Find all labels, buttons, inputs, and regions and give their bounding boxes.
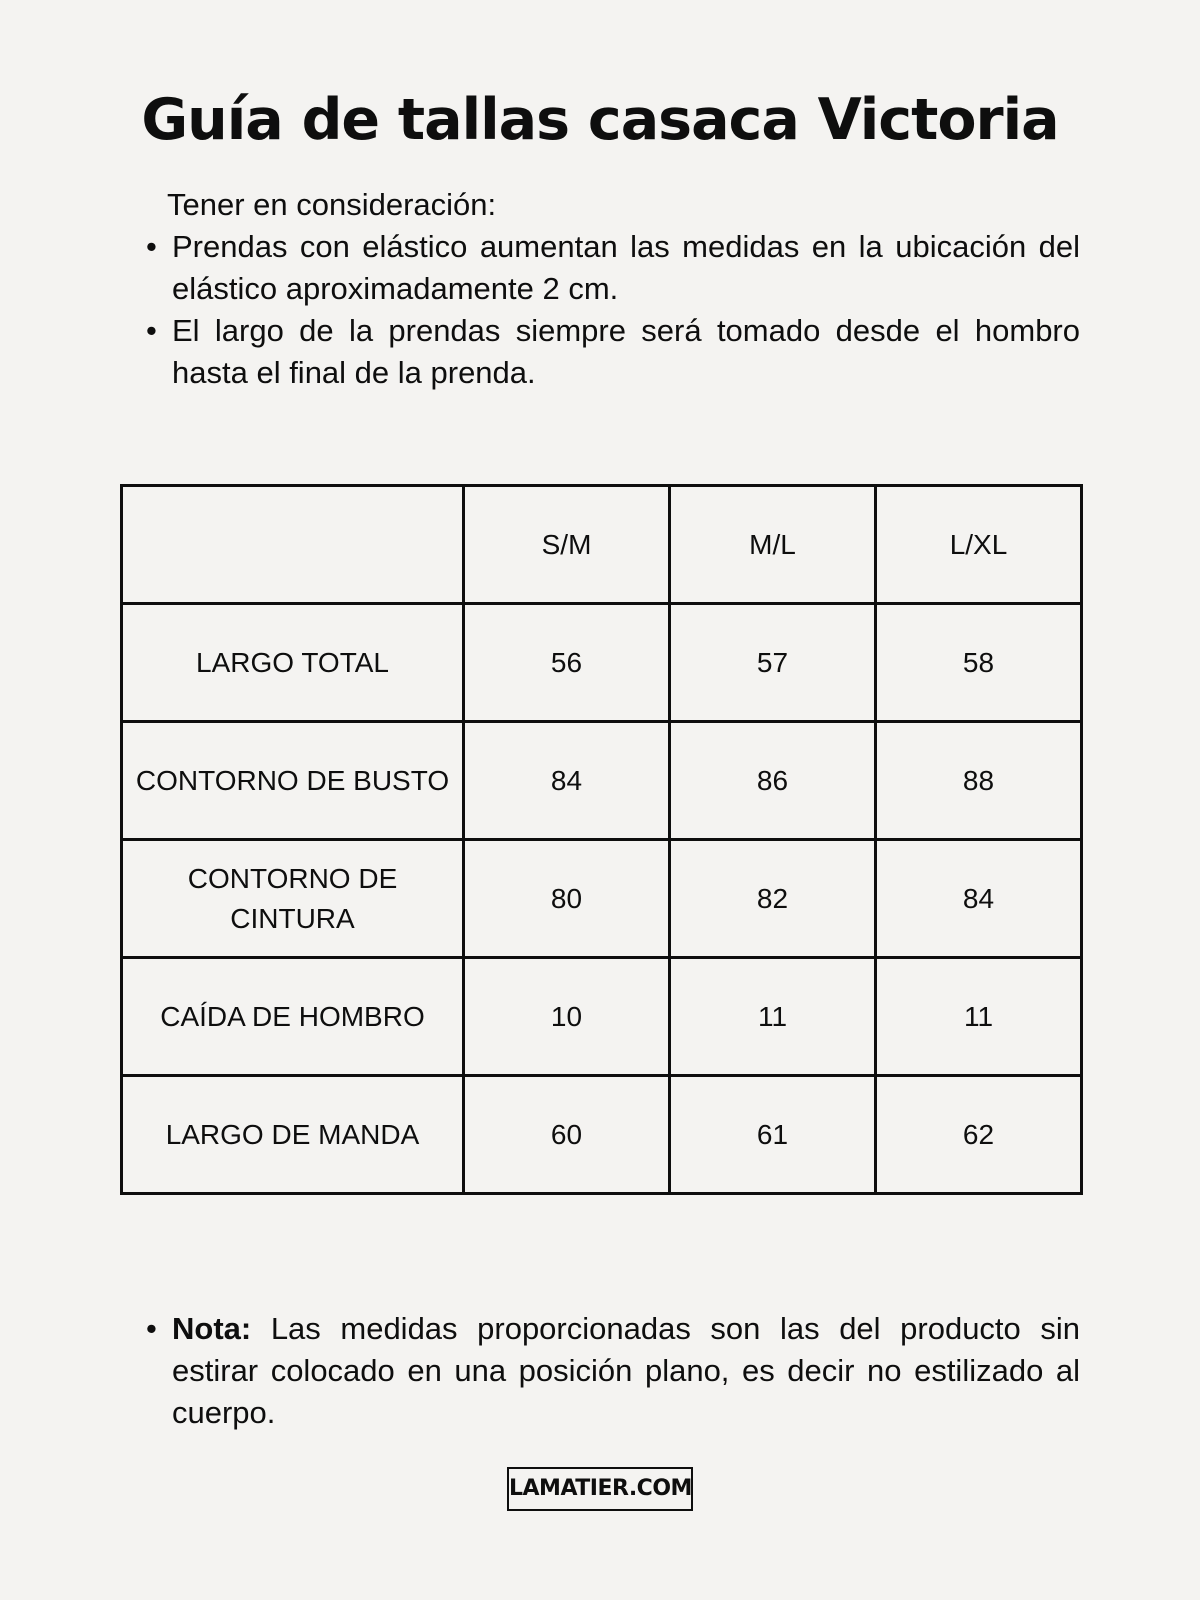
- table-row: [122, 1076, 1082, 1194]
- table-cell: 86: [670, 722, 876, 840]
- bullet-icon: •: [146, 229, 157, 264]
- bullet-icon: •: [146, 313, 157, 348]
- row-label: CONTORNO DE BUSTO: [122, 722, 464, 840]
- row-label: LARGO TOTAL: [122, 604, 464, 722]
- table-cell: 11: [670, 958, 876, 1076]
- table-row: [122, 604, 1082, 722]
- row-label: CONTORNO DE CINTURA: [122, 840, 464, 958]
- row-label: CAÍDA DE HOMBRO: [122, 958, 464, 1076]
- table-cell: 88: [876, 722, 1082, 840]
- note-text: Las medidas proporcionadas son las del producto sin estirar colocado en una posición plano, es decir no estilizado al cuerpo.: [172, 1311, 1080, 1430]
- column-header-empty: [122, 486, 464, 604]
- table-cell: 57: [670, 604, 876, 722]
- column-header-sm: S/M: [464, 486, 670, 604]
- table-cell: 60: [464, 1076, 670, 1194]
- table-row: [122, 722, 1082, 840]
- bullet-icon: •: [146, 1311, 157, 1346]
- list-item-text: Prendas con elástico aumentan las medidas en la ubicación del elástico aproximadamente 2 cm.: [172, 229, 1080, 306]
- intro-heading: Tener en consideración:: [167, 187, 497, 222]
- row-label: LARGO DE MANDA: [122, 1076, 464, 1194]
- table-cell: 56: [464, 604, 670, 722]
- intro-section: [120, 184, 1080, 394]
- table-cell: 82: [670, 840, 876, 958]
- table-cell: 10: [464, 958, 670, 1076]
- note-label: Nota:: [172, 1311, 252, 1346]
- column-header-ml: M/L: [670, 486, 876, 604]
- table-row: [122, 958, 1082, 1076]
- size-table: [120, 484, 1083, 1195]
- list-item: [120, 1308, 1080, 1434]
- note-bullet-list: [120, 1308, 1080, 1434]
- table-cell: 62: [876, 1076, 1082, 1194]
- page-title: Guía de tallas casaca Victoria: [141, 87, 1059, 153]
- brand-logo: LAMATIER.COM: [507, 1467, 693, 1511]
- table-cell: 58: [876, 604, 1082, 722]
- list-item: [120, 310, 1080, 394]
- table-cell: 80: [464, 840, 670, 958]
- table-cell: 61: [670, 1076, 876, 1194]
- column-header-lxl: L/XL: [876, 486, 1082, 604]
- table-row: [122, 840, 1082, 958]
- table-cell: 84: [876, 840, 1082, 958]
- note-section: [120, 1308, 1080, 1434]
- table-header-row: [122, 486, 1082, 604]
- table-cell: 11: [876, 958, 1082, 1076]
- intro-bullet-list: [120, 226, 1080, 394]
- list-item: [120, 226, 1080, 310]
- list-item-text: El largo de la prendas siempre será tomado desde el hombro hasta el final de la prenda.: [172, 313, 1080, 390]
- table-cell: 84: [464, 722, 670, 840]
